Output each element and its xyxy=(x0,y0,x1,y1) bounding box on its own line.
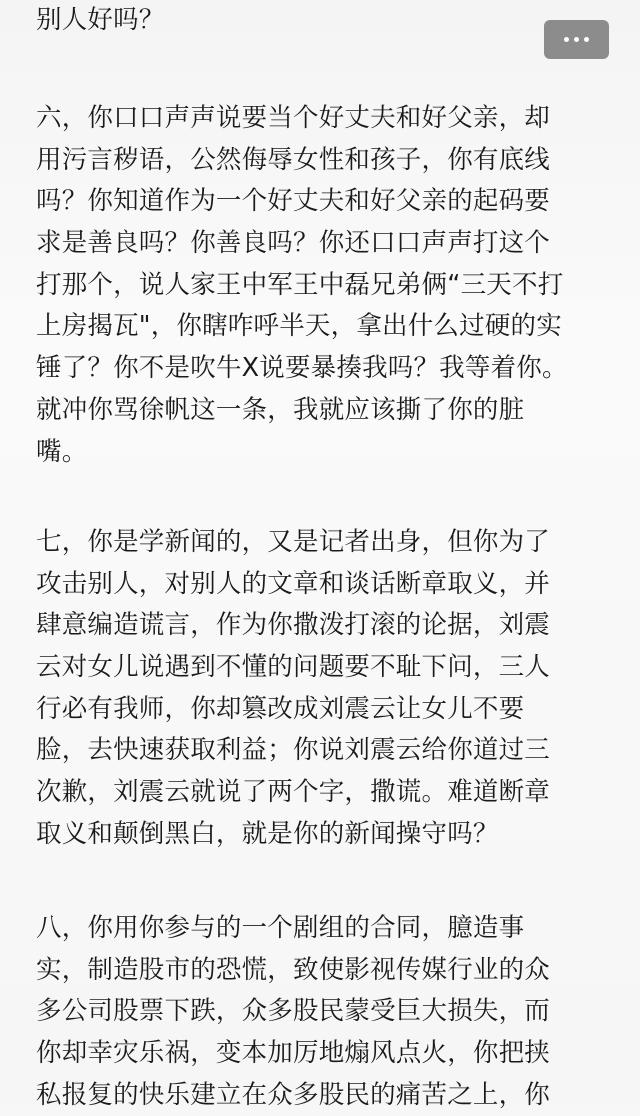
more-horizontal-icon xyxy=(584,37,589,42)
text-line: 吗？你知道作为一个好丈夫和好父亲的起码要 xyxy=(36,186,551,217)
text-line: 攻击别人，对别人的文章和谈话断章取义，并 xyxy=(36,568,551,599)
text-line: 脸，去快速获取利益；你说刘震云给你道过三 xyxy=(36,735,551,766)
more-horizontal-icon xyxy=(564,37,569,42)
text-line: 用污言秽语，公然侮辱女性和孩子，你有底线 xyxy=(36,144,551,175)
text-line: 七，你是学新闻的，又是记者出身，但你为了 xyxy=(36,527,551,557)
text-line: 多公司股票下跌，众多股民蒙受巨大损失，而 xyxy=(36,996,551,1027)
more-horizontal-icon xyxy=(574,37,579,42)
text-line: 私报复的快乐建立在众多股民的痛苦之上，你 xyxy=(36,1079,551,1110)
text-line: 上房揭瓦"，你瞎咋呼半天，拿出什么过硬的实 xyxy=(36,311,562,342)
text-line: 实，制造股市的恐慌，致使影视传媒行业的众 xyxy=(36,954,551,985)
paragraph-eight xyxy=(36,908,621,1116)
more-options-button[interactable] xyxy=(544,20,609,59)
text-line: 行必有我师，你却篡改成刘震云让女儿不要 xyxy=(36,693,525,724)
text-line: 锤了？你不是吹牛X说要暴揍我吗？我等着你。 xyxy=(36,353,568,384)
text-line: 云对女儿说遇到不懂的问题要不耻下问，三人 xyxy=(36,652,551,683)
text-line: 别人好吗？ xyxy=(36,5,165,35)
text-line: 就冲你骂徐帆这一条，我就应该撕了你的脏 xyxy=(36,394,525,425)
text-line: 肆意编造谎言，作为你撒泼打滚的论据，刘震 xyxy=(36,610,551,641)
text-line: 求是善良吗？你善良吗？你还口口声声打这个 xyxy=(36,228,551,259)
text-line: 八，你用你参与的一个剧组的合同，臆造事 xyxy=(36,913,525,943)
text-line: 次歉，刘震云就说了两个字，撒谎。难道断章 xyxy=(36,777,551,808)
paragraph-seven xyxy=(36,522,621,856)
text-line: 六，你口口声声说要当个好丈夫和好父亲，却 xyxy=(36,103,551,133)
text-line: 取义和颠倒黑白，就是你的新闻操守吗？ xyxy=(36,818,499,849)
text-line: 你却幸灾乐祸，变本加厉地煽风点火，你把挟 xyxy=(36,1038,551,1069)
paragraph-intro-tail xyxy=(36,0,621,42)
text-line: 嘴。 xyxy=(36,436,88,467)
text-line: 打那个，说人家王中军王中磊兄弟俩“三天不打 xyxy=(36,269,564,300)
paragraph-six xyxy=(36,98,621,473)
